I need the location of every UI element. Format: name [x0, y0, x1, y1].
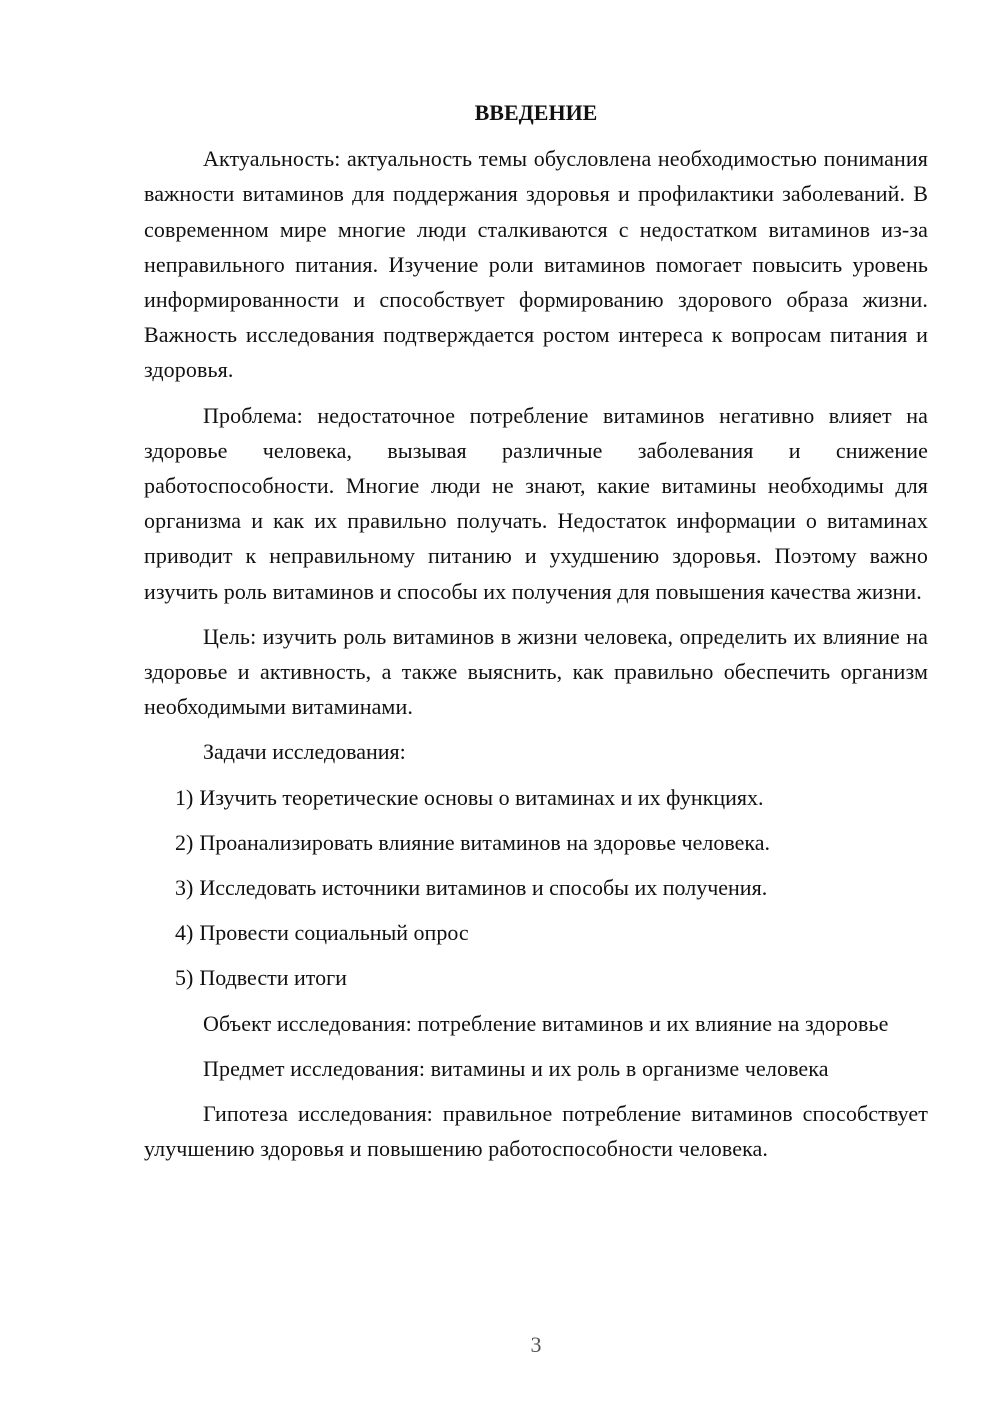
list-item-text: Изучить теоретические основы о витаминах и их функциях.: [199, 784, 764, 810]
list-item: [144, 915, 928, 950]
tasks-list: [144, 780, 928, 996]
list-item: [144, 780, 928, 815]
list-item: [144, 870, 928, 905]
problem-paragraph: Проблема: недостаточное потребление витаминов негативно влияет на здоровье человека, вызывая различные заболевания и снижение работоспособности. Многие люди не знают, какие витамины необходимы для организма и как их правильно получать. Недостаток информации о витаминах приводит к неправильному питанию и ухудшению здоровья. Поэтому важно изучить роль витаминов и способы их получения для повышения качества жизни.: [144, 402, 928, 604]
document-page: [144, 95, 928, 1166]
object-paragraph: Объект исследования: потребление витаминов и их влияние на здоровье: [203, 1010, 889, 1036]
list-item: [144, 960, 928, 995]
list-item-number: 3): [175, 875, 194, 901]
list-item-number: 1): [175, 784, 194, 810]
hypothesis-paragraph: Гипотеза исследования: правильное потребление витаминов способствует улучшению здоровья и повышению работоспособности человека.: [144, 1101, 928, 1162]
list-item-number: 4): [175, 920, 194, 946]
subject-paragraph: Предмет исследования: витамины и их роль в организме человека: [203, 1055, 829, 1081]
relevance-paragraph: Актуальность: актуальность темы обусловлена необходимостью понимания важности витаминов для поддержания здоровья и профилактики заболеваний. В современном мире многие люди сталкиваются с недостатком витаминов из-за неправильного питания. Изучение роли витаминов помогает повысить уровень информированности и способствует формированию здорового образа жизни. Важность исследования подтверждается ростом интереса к вопросам питания и здоровья.: [144, 146, 928, 383]
goal-paragraph: Цель: изучить роль витаминов в жизни человека, определить их влияние на здоровье и активность, а также выяснить, как правильно обеспечить организм необходимыми витаминами.: [144, 623, 928, 720]
list-item-number: 2): [175, 829, 194, 855]
page-number: 3: [530, 1332, 542, 1357]
list-item-text: Провести социальный опрос: [199, 920, 469, 946]
tasks-heading: Задачи исследования:: [203, 739, 406, 765]
list-item-text: Подвести итоги: [199, 965, 347, 991]
list-item-text: Проанализировать влияние витаминов на здоровье человека.: [199, 829, 770, 855]
page-title: ВВЕДЕНИЕ: [474, 100, 598, 125]
list-item-number: 5): [175, 965, 194, 991]
list-item-text: Исследовать источники витаминов и способы их получения.: [199, 875, 768, 901]
list-item: [144, 825, 928, 860]
